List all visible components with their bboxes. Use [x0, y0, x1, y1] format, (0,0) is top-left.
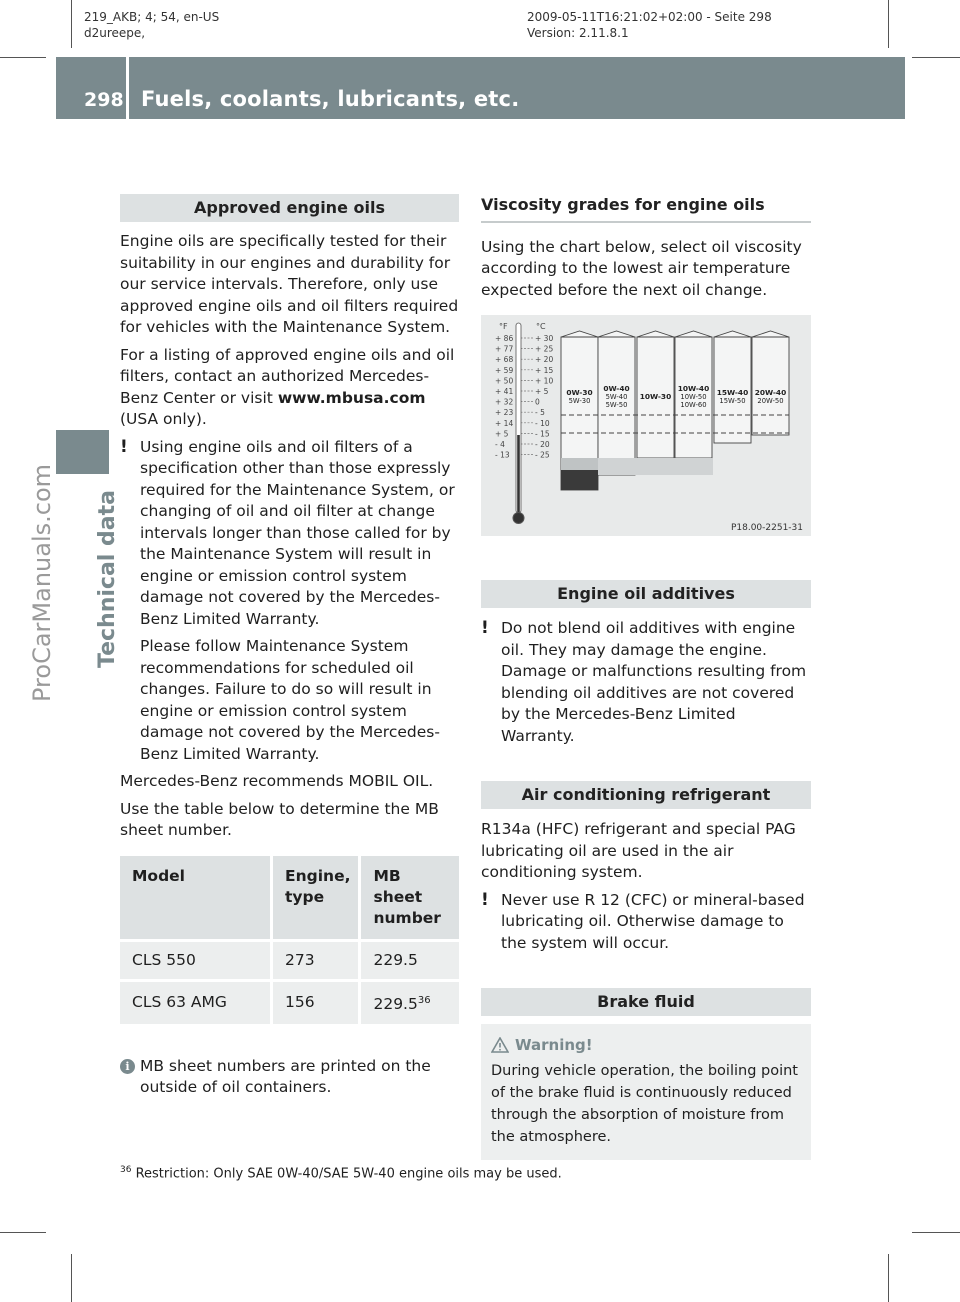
- grade-label: 10W-40: [677, 384, 710, 393]
- grade-bar-cap: [598, 331, 635, 337]
- print-meta-right: [527, 9, 772, 41]
- grade-label: 10W-30: [639, 392, 672, 401]
- section-heading-additives: Engine oil additives: [481, 580, 811, 608]
- grade-label: 5W-40: [605, 393, 628, 401]
- grade-bar-cap: [637, 331, 674, 337]
- section-heading-brake-fluid: Brake fluid: [481, 988, 811, 1016]
- grade-label: 15W-50: [719, 397, 746, 405]
- grade-bar-cap: [675, 331, 712, 337]
- paragraph: Using the chart below, select oil viscosity according to the lowest air temperature expected before the next oil change.: [481, 237, 802, 299]
- warning-box: [481, 1024, 811, 1160]
- f-tick-label: - 13: [495, 450, 510, 460]
- f-tick-label: + 59: [495, 365, 514, 375]
- caution-text: Do not blend oil additives with engine oil. They may damage the engine. Damage or malfunctions resulting from blending oil additives are not covered by the Mercedes-Benz Limited Warranty.: [501, 619, 807, 745]
- page-title: Fuels, coolants, lubricants, etc.: [141, 87, 520, 111]
- thermometer-mercury: [517, 435, 520, 515]
- unit-f-label: °F: [499, 322, 508, 331]
- exclamation-icon: !: [481, 889, 489, 910]
- shaded-band: [598, 458, 713, 475]
- table-row: [120, 939, 459, 980]
- caution-text: Using engine oils and oil filters of a specification other than those expressly required for the Maintenance System, or changing of oil and oil filter at change intervals longer than those called for by the Maintenance System will result in engine or emission control system damage not covered by the Mercedes-Benz Limited Warranty.: [140, 437, 455, 628]
- website-link[interactable]: www.mbusa.com: [277, 388, 426, 407]
- section-heading-ac-refrigerant: Air conditioning refrigerant: [481, 781, 811, 809]
- sheet-number: 229.5: [373, 995, 418, 1014]
- grade-label: 0W-30: [566, 388, 593, 397]
- f-tick-label: + 14: [495, 418, 514, 428]
- viscosity-chart-svg: [481, 315, 811, 536]
- table-header: Engine, type: [273, 856, 361, 939]
- f-tick-label: + 68: [495, 355, 514, 365]
- grade-label: 20W-40: [754, 388, 787, 397]
- c-tick-label: + 25: [535, 344, 554, 354]
- table-cell: 273: [273, 939, 361, 980]
- viscosity-grade-bar: [752, 337, 789, 435]
- meta-line: 219_AKB; 4; 54, en-US: [84, 10, 220, 24]
- right-column: [481, 194, 811, 1160]
- info-text: MB sheet numbers are printed on the outside of oil containers.: [140, 1056, 431, 1097]
- crop-mark: [888, 0, 889, 48]
- grade-label: 10W-60: [680, 401, 707, 409]
- meta-line: 2009-05-11T16:21:02+02:00 - Seite 298: [527, 10, 772, 24]
- warning-title-text: Warning!: [515, 1036, 593, 1054]
- meta-line: d2ureepe,: [84, 26, 146, 40]
- crop-mark: [0, 1232, 46, 1233]
- table-cell: 156: [273, 979, 361, 1024]
- mb-sheet-table: [120, 856, 459, 1024]
- c-tick-label: - 10: [535, 418, 550, 428]
- f-tick-label: + 50: [495, 376, 514, 386]
- table-cell: CLS 63 AMG: [120, 979, 273, 1024]
- exclamation-icon: !: [120, 436, 128, 457]
- footnote-ref[interactable]: 36: [417, 995, 431, 1006]
- print-meta-left: [84, 9, 219, 41]
- shaded-band-dark: [561, 470, 598, 490]
- paragraph: Mercedes-Benz recommends MOBIL OIL.: [120, 772, 434, 790]
- c-tick-label: - 25: [535, 450, 550, 460]
- table-cell: [361, 979, 459, 1024]
- caution-note: [120, 437, 459, 766]
- table-header: Model: [120, 856, 273, 939]
- warning-text: During vehicle operation, the boiling point of the brake fluid is continuously reduced through the absorption of moisture from the atmosphere.: [491, 1063, 798, 1145]
- info-note: [120, 1056, 459, 1099]
- info-icon: i: [120, 1059, 135, 1074]
- table-header-row: [120, 856, 459, 939]
- section-heading-approved-oils: Approved engine oils: [120, 194, 459, 222]
- grade-label: 5W-30: [568, 397, 591, 405]
- footnote-mark: 36: [120, 1165, 132, 1175]
- grade-bar-cap: [752, 331, 789, 337]
- left-column: [120, 194, 459, 1099]
- table-row: [120, 979, 459, 1024]
- page-number: 298: [84, 89, 124, 111]
- crop-mark: [912, 57, 960, 58]
- crop-mark: [0, 57, 46, 58]
- c-tick-label: - 15: [535, 429, 550, 439]
- c-tick-label: + 20: [535, 355, 554, 365]
- text: (USA only).: [120, 410, 207, 428]
- side-section-label: Technical data: [95, 490, 120, 668]
- table-cell: [361, 939, 459, 980]
- grade-label: 5W-50: [605, 401, 628, 409]
- crop-mark: [71, 1254, 72, 1302]
- f-tick-label: + 77: [495, 344, 514, 354]
- header-separator: [126, 57, 129, 119]
- paragraph: R134a (HFC) refrigerant and special PAG lubricating oil are used in the air conditioning system.: [481, 820, 796, 881]
- f-tick-label: + 41: [495, 387, 514, 396]
- meta-line: Version: 2.11.8.1: [527, 26, 629, 40]
- f-tick-label: + 5: [495, 429, 509, 439]
- thermometer-bulb: [513, 513, 524, 524]
- unit-c-label: °C: [536, 322, 546, 331]
- warning-triangle-icon: [491, 1037, 509, 1053]
- footnote-text: Restriction: Only SAE 0W-40/SAE 5W-40 engine oils may be used.: [131, 1166, 562, 1182]
- exclamation-icon: !: [481, 618, 489, 638]
- grade-label: 10W-50: [680, 393, 707, 401]
- crop-mark: [912, 1232, 960, 1233]
- table-cell: CLS 550: [120, 939, 273, 980]
- figure-code: P18.00-2251-31: [730, 523, 803, 533]
- f-tick-label: - 4: [495, 440, 505, 449]
- c-tick-label: 0: [535, 397, 540, 407]
- grade-label: 0W-40: [603, 384, 630, 393]
- grade-bar-cap: [561, 331, 598, 337]
- paragraph: [120, 345, 459, 431]
- grade-bar-cap: [714, 331, 751, 337]
- c-tick-label: + 5: [535, 387, 549, 396]
- caution-text: Never use R 12 (CFC) or mineral-based lubricating oil. Otherwise damage to the system will occur.: [501, 890, 805, 952]
- f-tick-label: + 32: [495, 397, 514, 407]
- sheet-number: 229.5: [373, 950, 418, 969]
- crop-mark: [888, 1254, 889, 1302]
- caution-note: [481, 618, 811, 747]
- grade-label: 15W-40: [716, 388, 749, 397]
- table-header: MB sheet number: [361, 856, 459, 939]
- c-tick-label: - 20: [535, 440, 550, 449]
- section-heading-viscosity: Viscosity grades for engine oils: [481, 194, 811, 223]
- caution-text: Please follow Maintenance System recommendations for scheduled oil changes. Failure to do so will result in engine or emission control system damage not covered by the Mercedes-Benz Limited Warranty.: [140, 637, 440, 763]
- warning-title: [491, 1034, 801, 1056]
- f-tick-label: + 23: [495, 408, 514, 418]
- crop-mark: [71, 0, 72, 48]
- footnote: [120, 1165, 562, 1181]
- text: For a listing of approved engine oils and oil filters, contact an authorized Mercedes-Benz Center or visit: [120, 345, 455, 407]
- caution-note: [481, 890, 811, 955]
- viscosity-chart: [481, 315, 811, 536]
- side-tab: [56, 430, 109, 474]
- f-tick-label: + 86: [495, 334, 514, 343]
- c-tick-label: + 15: [535, 365, 554, 375]
- c-tick-label: + 10: [535, 376, 554, 386]
- c-tick-label: - 5: [535, 408, 545, 418]
- side-watermark: ProCarManuals.com: [28, 463, 56, 702]
- c-tick-label: + 30: [535, 334, 554, 343]
- paragraph: Use the table below to determine the MB sheet number.: [120, 799, 439, 839]
- paragraph: Engine oils are specifically tested for their suitability in our engines and durability for our service intervals. Therefore, only use approved engine oils and oil filters required for vehicles with the Maintenance System.: [120, 232, 459, 336]
- grade-label: 20W-50: [757, 397, 784, 405]
